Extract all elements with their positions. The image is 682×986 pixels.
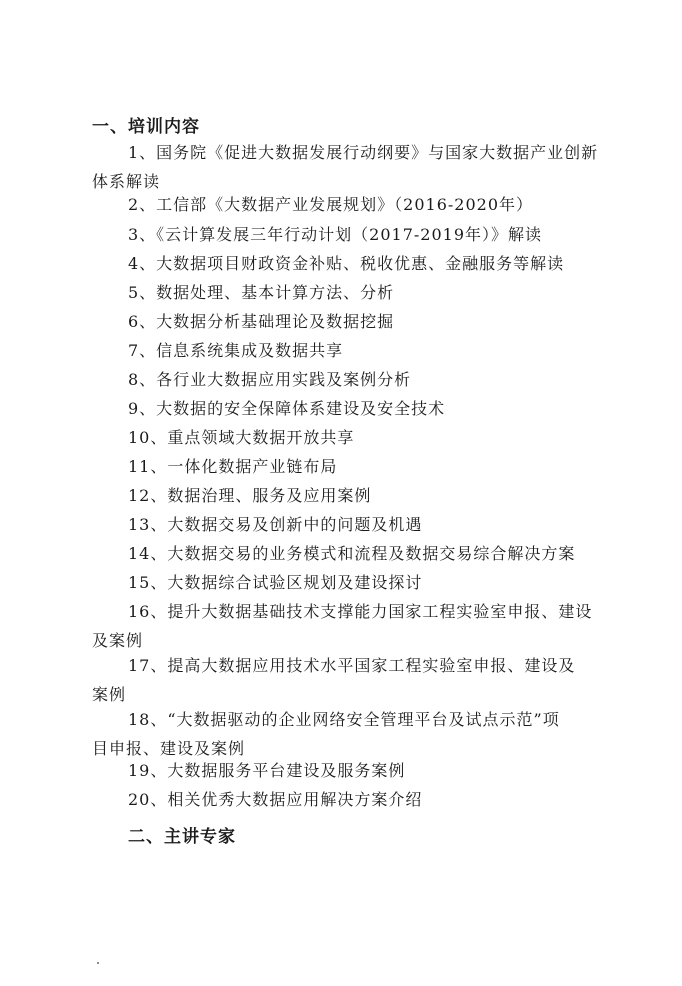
list-item-text: 10、重点领域大数据开放共享 xyxy=(128,428,355,447)
list-item xyxy=(92,651,576,709)
list-item-continuation: 案例 xyxy=(92,685,127,704)
list-item xyxy=(92,452,572,481)
list-item xyxy=(92,394,572,423)
scan-speck xyxy=(97,962,99,964)
list-item-text: 12、数据治理、服务及应用案例 xyxy=(128,486,372,505)
list-item-text: 6、大数据分析基础理论及数据挖掘 xyxy=(128,312,395,331)
list-item-text: 11、一体化数据产业链布局 xyxy=(128,457,338,476)
list-item xyxy=(92,138,599,196)
list-item-text: 1、国务院《促进大数据发展行动纲要》与国家大数据产业创新 xyxy=(128,143,599,162)
list-item-text: 18、“大数据驱动的企业网络安全管理平台及试点示范”项 xyxy=(128,710,560,729)
list-item-text: 3、《云计算发展三年行动计划（2017-2019年）》解读 xyxy=(128,225,543,244)
list-item-text: 14、大数据交易的业务模式和流程及数据交易综合解决方案 xyxy=(128,544,576,563)
list-item xyxy=(92,705,572,763)
list-item xyxy=(92,278,572,307)
list-item xyxy=(92,220,572,249)
list-item xyxy=(92,336,572,365)
list-item-text: 20、相关优秀大数据应用解决方案介绍 xyxy=(128,790,423,809)
list-item xyxy=(92,481,572,510)
list-item xyxy=(92,568,572,597)
list-item-continuation: 体系解读 xyxy=(92,172,161,191)
list-item-text: 5、数据处理、基本计算方法、分析 xyxy=(128,283,395,302)
list-item-text: 15、大数据综合试验区规划及建设探讨 xyxy=(128,573,423,592)
list-item-text: 2、工信部《大数据产业发展规划》（2016-2020年） xyxy=(128,195,534,214)
list-item-text: 7、信息系统集成及数据共享 xyxy=(128,341,344,360)
list-item-text: 16、提升大数据基础技术支撑能力国家工程实验室申报、建设 xyxy=(128,602,593,621)
section-heading-training-content: 一、培训内容 xyxy=(92,117,200,137)
list-item xyxy=(92,539,576,568)
list-item-text: 8、各行业大数据应用实践及案例分析 xyxy=(128,370,412,389)
list-item xyxy=(92,365,572,394)
list-item xyxy=(92,597,593,655)
list-item-text: 13、大数据交易及创新中的问题及机遇 xyxy=(128,515,423,534)
list-item-continuation: 目申报、建设及案例 xyxy=(92,739,246,758)
list-item xyxy=(92,756,572,785)
list-item xyxy=(92,190,572,219)
list-item xyxy=(92,785,572,814)
list-item-text: 9、大数据的安全保障体系建设及安全技术 xyxy=(128,399,446,418)
list-item xyxy=(92,307,572,336)
list-item-text: 4、大数据项目财政资金补贴、税收优惠、金融服务等解读 xyxy=(128,254,565,273)
list-item-text: 19、大数据服务平台建设及服务案例 xyxy=(128,761,406,780)
list-item-continuation: 及案例 xyxy=(92,631,144,650)
list-item xyxy=(92,249,572,278)
list-item-text: 17、提高大数据应用技术水平国家工程实验室申报、建设及 xyxy=(128,656,576,675)
list-item xyxy=(92,423,572,452)
section-heading-lecturers: 二、主讲专家 xyxy=(128,827,236,847)
list-item xyxy=(92,510,572,539)
